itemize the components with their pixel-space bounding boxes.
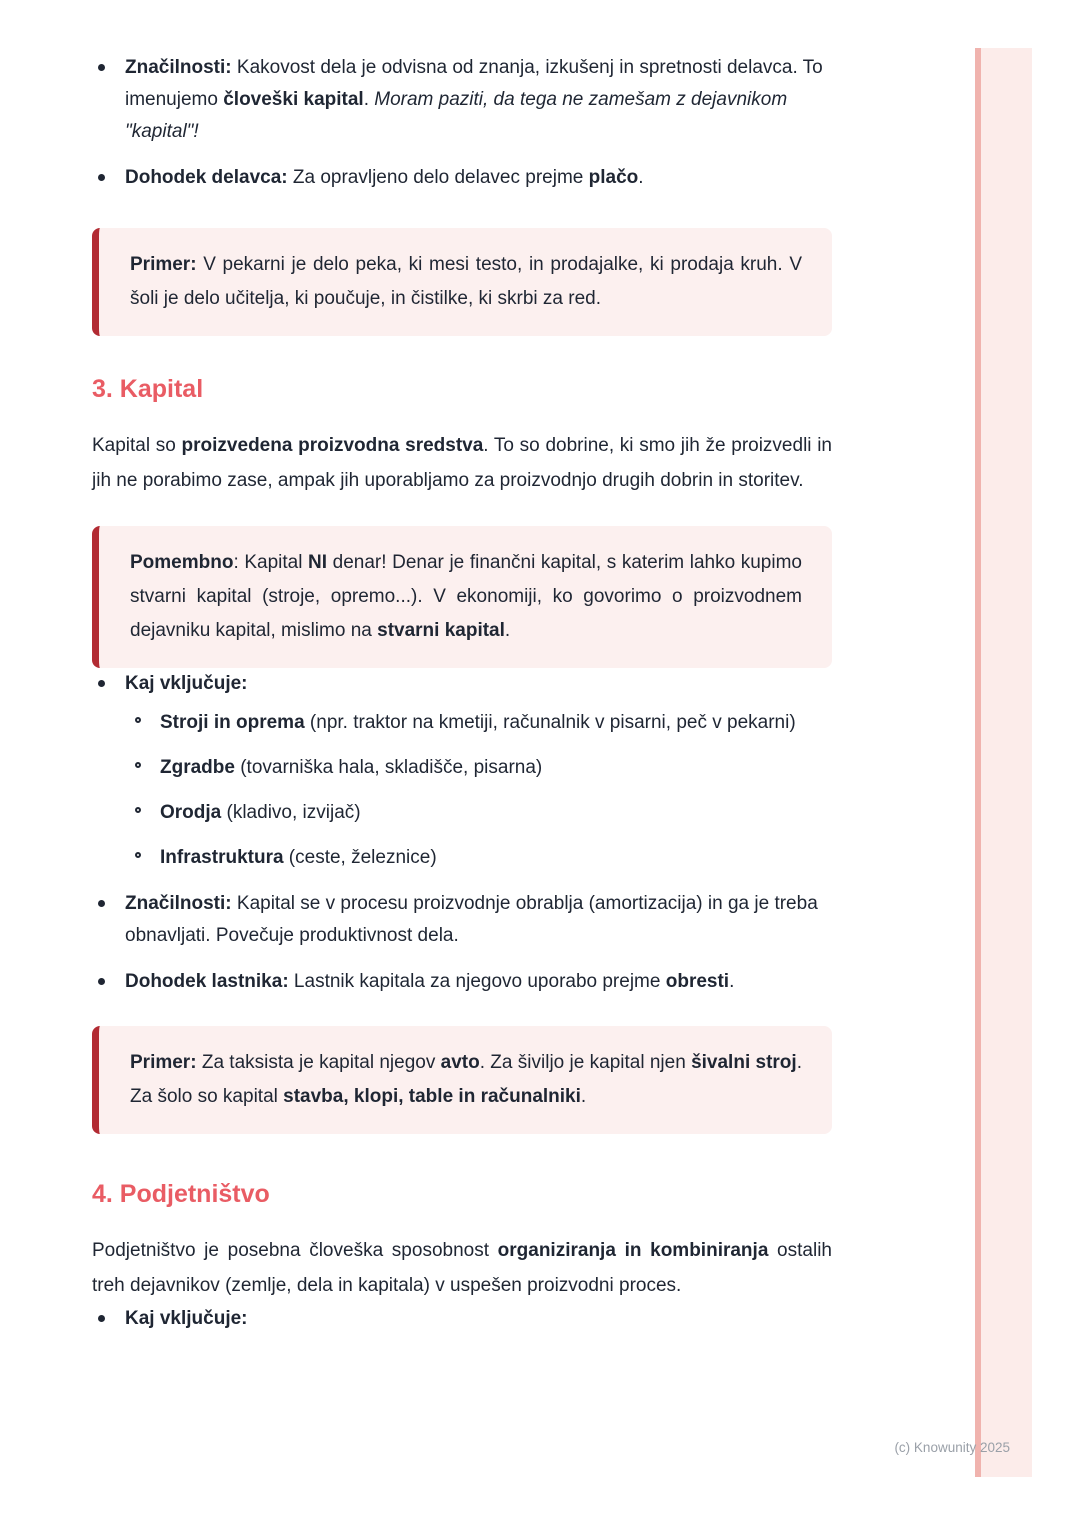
- page-content: [92, 0, 832, 1335]
- section-heading-podjetnistvo: 4. Podjetništvo: [92, 1180, 270, 1208]
- list-item-text: Kaj vključuje:: [125, 673, 248, 694]
- callout-text: Primer: V pekarni je delo peka, ki mesi testo, in prodajalke, ki prodaja kruh. V šoli je delo učitelja, ki poučuje, in čistilke, ki skrbi za red.: [130, 254, 802, 309]
- sublist-item-orodja: [125, 796, 832, 829]
- watermark: (c) Knowunity 2025: [894, 1440, 1010, 1455]
- circle-bullet-marker: [135, 807, 141, 813]
- list-item-text: Značilnosti: Kapital se v procesu proizvodnje obrablja (amortizacija) in ga je treba obnavljati. Povečuje produktivnost dela.: [125, 893, 818, 946]
- list-item-kaj-vkljucuje: [92, 668, 832, 874]
- bullet-list-top: [92, 52, 832, 194]
- callout-text: Pomembno: Kapital NI denar! Denar je finančni kapital, s katerim lahko kupimo stvarni kapital (stroje, opremo...). V ekonomiji, ko govorimo o proizvodnem dejavniku kapital, mislimo na stvarni kapital.: [130, 552, 802, 641]
- sublist-item-text: Infrastruktura (ceste, železnice): [160, 847, 437, 868]
- bullet-marker: [98, 1315, 105, 1322]
- sublist-item-infrastruktura: [125, 841, 832, 874]
- list-item-znacilnosti-kapital: [92, 888, 832, 952]
- list-item-kaj-vkljucuje-2: [92, 1303, 832, 1335]
- circle-bullet-marker: [135, 852, 141, 858]
- bullet-list-podjetnistvo: [92, 1303, 832, 1335]
- bullet-marker: [98, 978, 105, 985]
- bullet-marker: [98, 174, 105, 181]
- sublist-item-text: Zgradbe (tovarniška hala, skladišče, pisarna): [160, 757, 543, 778]
- example-callout-kapital: [92, 1026, 832, 1134]
- sublist-item-text: Stroji in oprema (npr. traktor na kmetiji, računalnik v pisarni, peč v pekarni): [160, 712, 796, 733]
- bullet-list-kapital: [92, 668, 832, 998]
- list-item-dohodek-lastnika: [92, 966, 832, 998]
- list-item-text: Značilnosti: Kakovost dela je odvisna od znanja, izkušenj in spretnosti delavca. To imenujemo človeški kapital. Moram paziti, da tega ne zamešam z dejavnikom "kapital"!: [125, 57, 823, 142]
- list-item-text: Kaj vključuje:: [125, 1308, 248, 1329]
- list-item-dohodek-delavca: [92, 162, 832, 194]
- list-item-znacilnosti-delo: [92, 52, 832, 148]
- circle-bullet-marker: [135, 762, 141, 768]
- paragraph-podjetnistvo: Podjetništvo je posebna človeška sposobnost organiziranja in kombiniranja ostalih treh dejavnikov (zemlje, dela in kapitala) v uspešen proizvodni proces.: [92, 1240, 832, 1296]
- sublist-kapital: [125, 706, 832, 874]
- important-callout-kapital: [92, 526, 832, 668]
- bullet-marker: [98, 680, 105, 687]
- paragraph-kapital: Kapital so proizvedena proizvodna sredstva. To so dobrine, ki smo jih že proizvedli in jih ne porabimo zase, ampak jih uporabljamo za proizvodnjo drugih dobrin in storitev.: [92, 435, 832, 491]
- example-callout-delo: [92, 228, 832, 336]
- sublist-item-stroji: [125, 706, 832, 739]
- list-item-text: Dohodek delavca: Za opravljeno delo delavec prejme plačo.: [125, 167, 644, 188]
- callout-text: Primer: Za taksista je kapital njegov avto. Za šiviljo je kapital njen šivalni stroj. Za šolo so kapital stavba, klopi, table in računalniki.: [130, 1052, 802, 1107]
- sublist-item-zgradbe: [125, 751, 832, 784]
- bullet-marker: [98, 64, 105, 71]
- list-item-text: Dohodek lastnika: Lastnik kapitala za njegovo uporabo prejme obresti.: [125, 971, 735, 992]
- bullet-marker: [98, 900, 105, 907]
- section-heading-kapital: 3. Kapital: [92, 375, 204, 403]
- right-margin-stripe: [975, 48, 1032, 1477]
- sublist-item-text: Orodja (kladivo, izvijač): [160, 802, 361, 823]
- circle-bullet-marker: [135, 717, 141, 723]
